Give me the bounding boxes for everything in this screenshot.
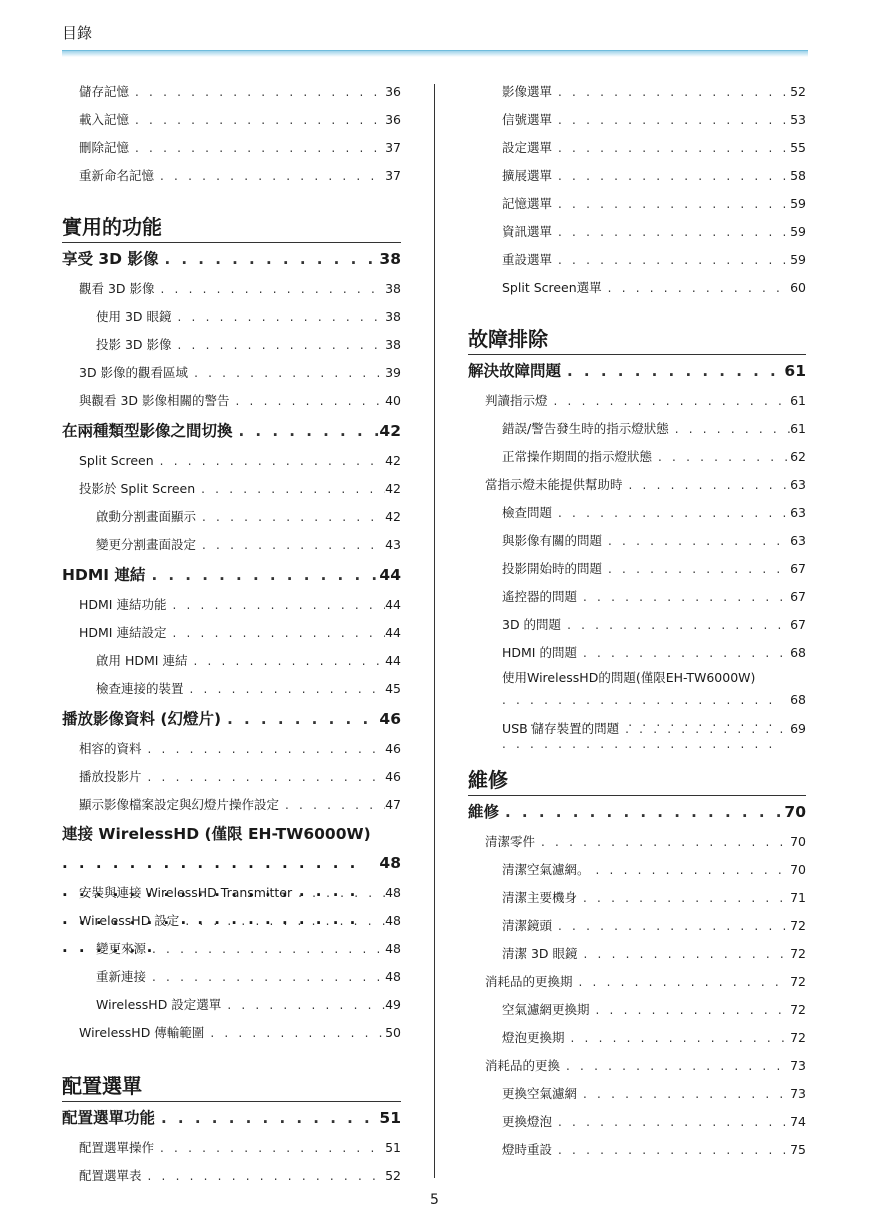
toc-chapter[interactable]: HDMI 連結 . . . 44 <box>62 559 401 591</box>
toc-entry[interactable]: 遙控器的問題 . . . 67 <box>468 583 806 611</box>
section-heading: 維修 <box>468 765 806 796</box>
toc-entry[interactable]: 清潔空氣濾網。 . . . 70 <box>468 856 806 884</box>
toc-entry[interactable]: 清潔鏡頭 . . . 72 <box>468 912 806 940</box>
toc-entry[interactable]: 投影開始時的問題 . . . 67 <box>468 555 806 583</box>
toc-entry[interactable]: 當指示燈未能提供幫助時 . . . 63 <box>468 471 806 499</box>
section-heading: 配置選單 <box>62 1071 401 1102</box>
toc-entry[interactable]: 檢查連接的裝置 . . . 45 <box>62 675 401 703</box>
toc-entry[interactable]: WirelessHD 傳輸範圍 . . . 50 <box>62 1019 401 1047</box>
toc-entry[interactable]: 啟用 HDMI 連結 . . . 44 <box>62 647 401 675</box>
toc-left-column <box>62 78 401 1190</box>
toc-chapter[interactable]: 維修 . . . 70 <box>468 796 806 828</box>
toc-entry[interactable]: 重設選單 . . . 59 <box>468 246 806 274</box>
toc-entry[interactable]: 載入記憶 . . . 36 <box>62 106 401 134</box>
toc-entry[interactable]: 顯示影像檔案設定與幻燈片操作設定 . . . 47 <box>62 791 401 819</box>
page-number: 5 <box>430 1192 439 1208</box>
toc-entry[interactable]: 安裝與連接 WirelessHD Transmitter . . . 48 <box>62 879 401 907</box>
toc-chapter[interactable]: 連接 WirelessHD (僅限 EH-TW6000W) . . . 48 <box>62 819 401 879</box>
toc-entry[interactable]: 與影像有關的問題 . . . 63 <box>468 527 806 555</box>
toc-entry[interactable]: 更換空氣濾網 . . . 73 <box>468 1080 806 1108</box>
toc-entry[interactable]: 觀看 3D 影像 . . . 38 <box>62 275 401 303</box>
toc-entry[interactable]: 重新命名記憶 . . . 37 <box>62 162 401 190</box>
toc-entry[interactable]: Split Screen . . . 42 <box>62 447 401 475</box>
header-rule <box>62 50 808 57</box>
section-heading: 故障排除 <box>468 324 806 355</box>
toc-entry[interactable]: WirelessHD 設定選單 . . . 49 <box>62 991 401 1019</box>
toc-entry[interactable]: 播放投影片 . . . 46 <box>62 763 401 791</box>
toc-entry[interactable]: 與觀看 3D 影像相關的警告 . . . 40 <box>62 387 401 415</box>
toc-entry[interactable]: 投影於 Split Screen . . . 42 <box>62 475 401 503</box>
toc-entry[interactable]: HDMI 連結功能 . . . 44 <box>62 591 401 619</box>
toc-entry[interactable]: HDMI 的問題 . . . 68 <box>468 639 806 667</box>
section-heading: 實用的功能 <box>62 212 401 243</box>
toc-entry[interactable]: 投影 3D 影像 . . . 38 <box>62 331 401 359</box>
toc-chapter[interactable]: 在兩種類型影像之間切換 . . . 42 <box>62 415 401 447</box>
toc-entry[interactable]: 燈泡更換期 . . . 72 <box>468 1024 806 1052</box>
toc-entry[interactable]: 空氣濾網更換期 . . . 72 <box>468 996 806 1024</box>
toc-entry[interactable]: 消耗品的更換 . . . 73 <box>468 1052 806 1080</box>
toc-entry[interactable]: 錯誤/警告發生時的指示燈狀態 . . . 61 <box>468 415 806 443</box>
toc-entry[interactable]: 判讀指示燈 . . . 61 <box>468 387 806 415</box>
toc-entry[interactable]: 清潔 3D 眼鏡 . . . 72 <box>468 940 806 968</box>
toc-entry[interactable]: 儲存記憶 . . . 36 <box>62 78 401 106</box>
toc-entry[interactable]: 信號選單 . . . 53 <box>468 106 806 134</box>
toc-entry[interactable]: 正常操作期間的指示燈狀態 . . . 62 <box>468 443 806 471</box>
toc-entry[interactable]: 刪除記憶 . . . 37 <box>62 134 401 162</box>
toc-right-column <box>468 78 806 1164</box>
toc-entry[interactable]: 啟動分割畫面顯示 . . . 42 <box>62 503 401 531</box>
toc-entry[interactable]: 資訊選單 . . . 59 <box>468 218 806 246</box>
toc-entry[interactable]: 相容的資料 . . . 46 <box>62 735 401 763</box>
toc-entry[interactable]: HDMI 連結設定 . . . 44 <box>62 619 401 647</box>
toc-entry[interactable]: 設定選單 . . . 55 <box>468 134 806 162</box>
toc-entry[interactable]: Split Screen選單 . . . 60 <box>468 274 806 302</box>
toc-entry[interactable]: 配置選單表 . . . 52 <box>62 1162 401 1190</box>
toc-entry[interactable]: 檢查問題 . . . 63 <box>468 499 806 527</box>
toc-entry[interactable]: USB 儲存裝置的問題 . . . 69 <box>468 715 806 743</box>
toc-entry[interactable]: 配置選單操作 . . . 51 <box>62 1134 401 1162</box>
toc-entry[interactable]: WirelessHD 設定 . . . 48 <box>62 907 401 935</box>
toc-chapter[interactable]: 配置選單功能 . . . 51 <box>62 1102 401 1134</box>
toc-entry[interactable]: 清潔零件 . . . 70 <box>468 828 806 856</box>
toc-chapter[interactable]: 解決故障問題 . . . 61 <box>468 355 806 387</box>
toc-entry[interactable]: 消耗品的更換期 . . . 72 <box>468 968 806 996</box>
toc-entry[interactable]: 3D 影像的觀看區域 . . . 39 <box>62 359 401 387</box>
toc-entry[interactable]: 使用WirelessHD的問題(僅限EH-TW6000W) . . . 68 <box>468 667 806 715</box>
toc-entry[interactable]: 擴展選單 . . . 58 <box>468 162 806 190</box>
toc-chapter[interactable]: 播放影像資料 (幻燈片) . . . 46 <box>62 703 401 735</box>
toc-entry[interactable]: 記憶選單 . . . 59 <box>468 190 806 218</box>
toc-entry[interactable]: 變更來源 . . . 48 <box>62 935 401 963</box>
toc-entry[interactable]: 更換燈泡 . . . 74 <box>468 1108 806 1136</box>
toc-entry[interactable]: 影像選單 . . . 52 <box>468 78 806 106</box>
page-title: 目錄 <box>62 24 93 42</box>
toc-chapter[interactable]: 享受 3D 影像 . . . 38 <box>62 243 401 275</box>
toc-entry[interactable]: 清潔主要機身 . . . 71 <box>468 884 806 912</box>
column-divider <box>434 84 435 1178</box>
toc-entry[interactable]: 3D 的問題 . . . 67 <box>468 611 806 639</box>
toc-group <box>62 78 401 190</box>
toc-entry[interactable]: 變更分割畫面設定 . . . 43 <box>62 531 401 559</box>
toc-entry[interactable]: 使用 3D 眼鏡 . . . 38 <box>62 303 401 331</box>
toc-entry[interactable]: 燈時重設 . . . 75 <box>468 1136 806 1164</box>
toc-entry[interactable]: 重新連接 . . . 48 <box>62 963 401 991</box>
